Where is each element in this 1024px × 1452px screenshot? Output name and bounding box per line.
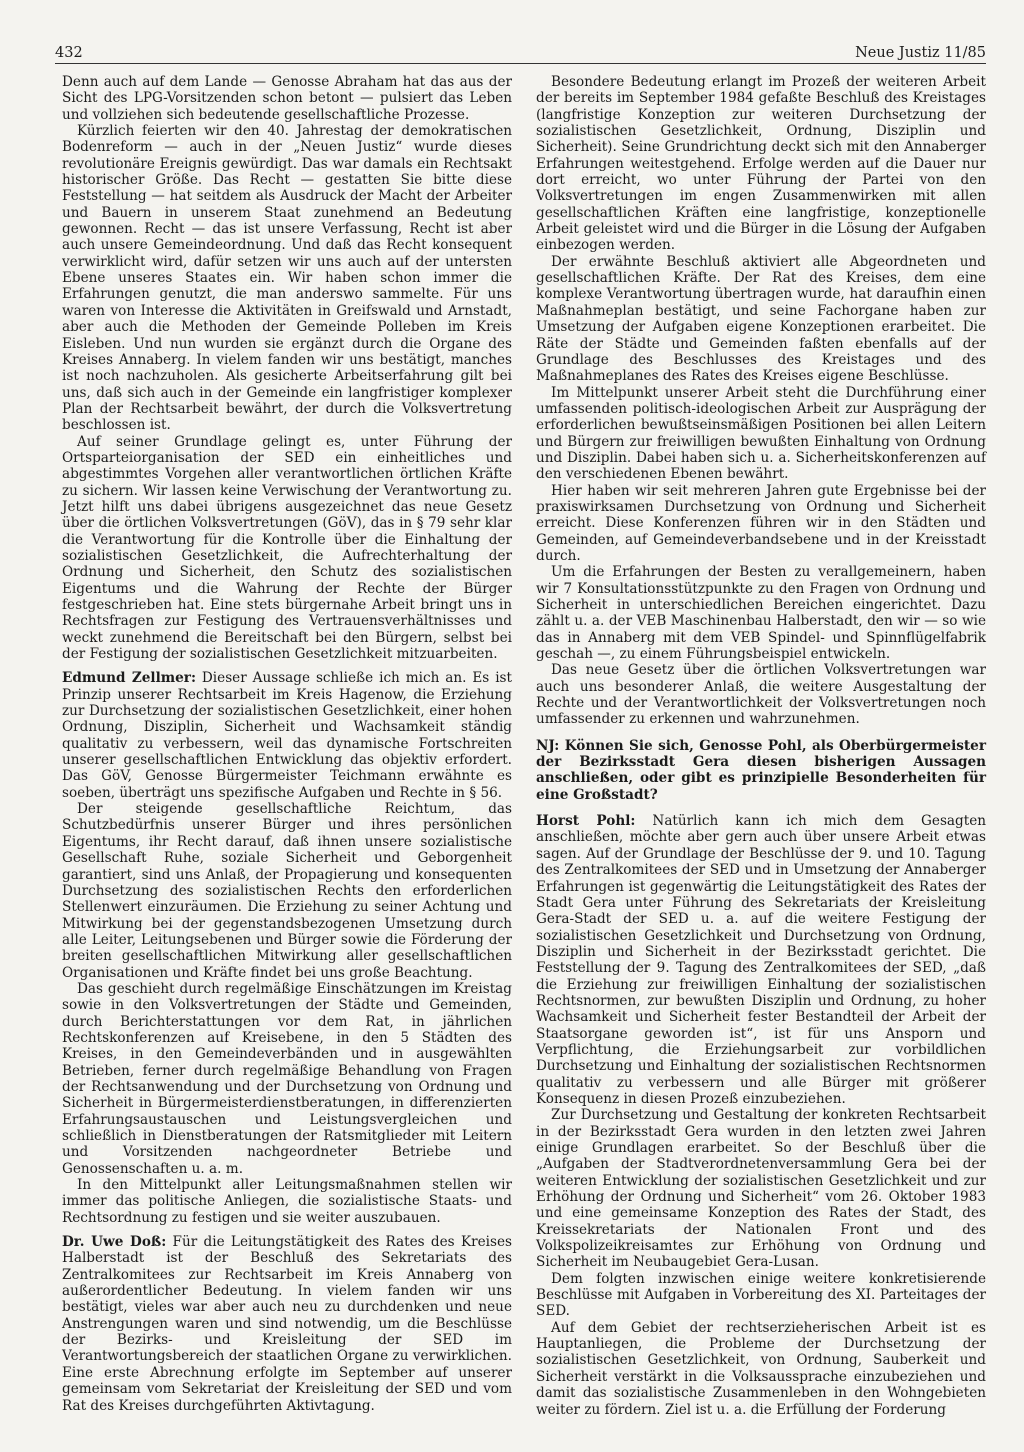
paragraph: Auf seiner Grundlage gelingt es, unter Führung der Ortsparteiorganisation der SED ein einheitliches und abgestimmtes Vorgehen aller verantwortlichen örtlichen Kräfte zu sichern. Wir lassen keine Verwischung der Verantwortung zu. Jetzt hilft uns dabei übrigens ausgezeichnet das neue Gesetz über die örtlichen Volksvertretungen (GöV), das in § 79 sehr klar die Verantwortung für die Kontrolle über die Einhaltung der sozialistischen Gesetzlichkeit, die Aufrechterhaltung der Ordnung und Sicherheit, den Schutz des sozialistischen Eigentums und die Wahrung der Rechte der Bürger festgeschrieben hat. Eine stets bürgernahe Arbeit bringt uns in Rechtsfragen zur Festigung des Vertrauensverhältnisses und weckt zunehmend die Bereitschaft bei den Bürgern, selbst bei der Festigung der sozialistischen Gesetzlichkeit mitzuarbeiten.	[62, 433, 512, 663]
paragraph: In den Mittelpunkt aller Leitungsmaßnahmen stellen wir immer das politische Anliegen, die sozialistische Staats- und Rechtsordnung zu festigen und sie weiter auszubauen.	[62, 1177, 512, 1226]
paragraph: Der erwähnte Beschluß aktiviert alle Abgeordneten und gesellschaftlichen Kräfte. Der Rat des Kreises, dem eine komplexe Verantwortung übertragen wurde, hat daraufhin einen Maßnahmeplan bestätigt, und seine Fachorgane haben zur Umsetzung der Aufgaben eigene Konzeptionen erarbeitet. Die Räte der Städte und Gemeinden faßten ebenfalls auf der Grundlage des Beschlusses des Kreistages und des Maßnahmeplanes des Rates des Kreises eigene Beschlüsse.	[536, 253, 986, 385]
speaker-paragraph	[62, 1234, 512, 1414]
interview-question: NJ: Können Sie sich, Genosse Pohl, als Oberbürgermeister der Bezirksstadt Gera diesen bisherigen Aussagen anschließen, oder gibt es prinzipielle Besonderheiten für eine Großstadt?	[536, 737, 986, 803]
paragraph: Das neue Gesetz über die örtlichen Volksvertretungen war auch uns besonderer Anlaß, die weitere Ausgestaltung der Rechte und der Verantwortlichkeit der Volksvertretungen noch umfassender zu erkennen und wahrzunehmen.	[536, 662, 986, 728]
paragraph: Denn auch auf dem Lande — Genosse Abraham hat das aus der Sicht des LPG-Vorsitzenden schon betont — pulsiert das Leben und vollziehen sich bedeutende gesellschaftliche Prozesse.	[62, 74, 512, 123]
paragraph: Der steigende gesellschaftliche Reichtum, das Schutzbedürfnis unserer Bürger und ihres persönlichen Eigentums, ihr Recht darauf, daß ihnen unsere sozialistische Gesellschaft Ruhe, soziale Sicherheit und Geborgenheit garantiert, sind uns Anlaß, der Propagierung und konsequenten Durchsetzung des sozialistischen Rechts den erforderlichen Stellenwert einzuräumen. Die Erziehung zu seiner Achtung und Mitwirkung bei der gegenstandsbezogenen Umsetzung durch alle Leiter, Leitungsebenen und Bürger sowie die Förderung der breiten gesellschaftlichen Mitwirkung aller gesellschaftlichen Organisationen und Kräfte findet bei uns große Beachtung.	[62, 801, 512, 981]
speaker-paragraph	[62, 670, 512, 801]
page-header	[55, 44, 986, 62]
speaker-text: Dieser Aussage schließe ich mich an. Es ist Prinzip unserer Rechtsarbeit im Kreis Hagenow, die Erziehung zur Durchsetzung der sozialistischen Gesetzlichkeit, einer hohen Ordnung, Disziplin, Sicherheit und Wachsamkeit ständig qualitativ zu verbessern, weil das dynamische Fortschreiten unserer gesellschaftlichen Entwicklung das objektiv erfordert. Das GöV, Genosse Bürgermeister Teichmann erwähnte es soeben, überträgt uns spezifische Aufgaben und Rechte in § 56.	[62, 670, 512, 801]
speaker-text: Natürlich kann ich mich dem Gesagten anschließen, möchte aber gern auch über unsere Arbeit etwas sagen. Auf der Grundlage der Beschlüsse der 9. und 10. Tagung des Zentralkomitees der SED und in Umsetzung der Annaberger Erfahrungen ist gegenwärtig die Leitungstätigkeit des Rates der Stadt Gera unter Führung des Sekretariats der Kreisleitung Gera-Stadt der SED u. a. auf die weitere Festigung der sozialistischen Gesetzlichkeit und Durchsetzung von Ordnung, Disziplin und Sicherheit in der Bezirksstadt gerichtet. Die Feststellung der 9. Tagung des Zentralkomitees der SED, „daß die Erziehung zur freiwilligen Einhaltung der sozialistischen Rechtsnormen, zur bewußten Disziplin und Ordnung, zu hoher Wachsamkeit und Sicherheit fester Bestandteil der Arbeit der Staatsorgane geworden ist“, ist für uns Ansporn und Verpflichtung, die Erziehungsarbeit zur vorbildlichen Durchsetzung und Einhaltung der sozialistischen Rechtsnormen qualitativ zu verbessern und alle Bürger mit größerer Konsequenz in diesen Prozeß einzubeziehen.	[536, 813, 986, 1107]
paragraph: Dem folgten inzwischen einige weitere konkretisierende Beschlüsse mit Aufgaben in Vorbereitung des XI. Parteitages der SED.	[536, 1270, 986, 1320]
paragraph: Um die Erfahrungen der Besten zu verallgemeinern, haben wir 7 Konsultationsstützpunkte zu den Fragen von Ordnung und Sicherheit in unterschiedlichen Bereichen eingerichtet. Dazu zählt u. a. der VEB Maschinenbau Halberstadt, den wir — so wie das in Annaberg mit dem VEB Spindel- und Spinnflügelfabrik geschah —, zu einem Führungsbeispiel entwickeln.	[536, 564, 986, 663]
speaker-paragraph	[536, 813, 986, 1107]
paragraph: Das geschieht durch regelmäßige Einschätzungen im Kreistag sowie in den Volksvertretungen der Städte und Gemeinden, durch Berichterstattungen vor dem Rat, in jährlichen Rechtskonferenzen auf Kreisebene, in den 5 Städten des Kreises, in den Gemeindeverbänden und in ausgewählten Betrieben, ferner durch regelmäßige Behandlung von Fragen der Rechtsanwendung und der Durchsetzung von Ordnung und Sicherheit in Bürgermeisterdienstberatungen, in differenzierten Erfahrungsaustauschen und Leistungsvergleichen und schließlich in Dienstberatungen der Ratsmitglieder mit Leitern und Vorsitzenden nachgeordneter Betriebe und Genossenschaften u. a. m.	[62, 980, 512, 1177]
header-rule	[55, 63, 986, 64]
paragraph: Kürzlich feierten wir den 40. Jahrestag der demokratischen Bodenreform — auch in der „Neuen Justiz“ wurde dieses revolutionäre Ereignis gewürdigt. Das war damals ein Rechtsakt historischer Größe. Das Recht — gestatten Sie bitte diese Feststellung — hat seitdem als Ausdruck der Macht der Arbeiter und Bauern in unserem Staat zunehmend an Bedeutung gewonnen. Recht — das ist unsere Verfassung, Recht ist aber auch unsere Gemeindeordnung. Und daß das Recht konsequent verwirklicht wird, dafür setzen wir uns auch auf der untersten Ebene unseres Staates ein. Wir haben schon immer die Erfahrungen genutzt, die man anderswo sammelte. Für uns waren von Interesse die Aktivitäten in Greifswald und Arnstadt, aber auch die Methoden der Gemeinde Polleben im Kreis Eisleben. Und nun wurden sie ergänzt durch die Organe des Kreises Annaberg. In vielem fanden wir uns bestätigt, manches ist noch nachzuholen. Als gesicherte Arbeitserfahrung gilt bei uns, daß sich auch in der Gemeinde ein langfristiger komplexer Plan der Rechtsarbeit bewährt, der durch die Volksvertretung beschlossen ist.	[62, 123, 512, 434]
speaker-name: Horst Pohl:	[536, 813, 636, 830]
paragraph: Zur Durchsetzung und Gestaltung der konkreten Rechtsarbeit in der Bezirksstadt Gera wurden in den letzten zwei Jahren einige Grundlagen erarbeitet. So der Beschluß über die „Aufgaben der Stadtverordnetenversammlung Gera bei der weiteren Entwicklung der sozialistischen Gesetzlichkeit und zur Erhöhung der Ordnung und Sicherheit“ vom 26. Oktober 1983 und eine gemeinsame Konzeption des Rates der Stadt, des Kreissekretariats der Nationalen Front und des Volkspolizeikreisamtes zur Erhöhung von Ordnung und Sicherheit im Neubaugebiet Gera-Lusan.	[536, 1107, 986, 1271]
speaker-name: Dr. Uwe Doß:	[62, 1234, 167, 1251]
left-column	[62, 74, 512, 1414]
paragraph: Auf dem Gebiet der rechtserzieherischen Arbeit ist es Hauptanliegen, die Probleme der Durchsetzung der sozialistischen Gesetzlichkeit, von Ordnung, Sauberkeit und Sicherheit verstärkt in die Volksaussprache einzubeziehen und damit das sozialistische Zusammenleben in den Wohngebieten weiter zu fördern. Ziel ist u. a. die Erfüllung der Forderung	[536, 1319, 986, 1418]
paragraph: Hier haben wir seit mehreren Jahren gute Ergebnisse bei der praxiswirksamen Durchsetzung von Ordnung und Sicherheit erreicht. Diese Konferenzen führen wir in den Städten und Gemeinden, auf Gemeindeverbandsebene und in der Kreisstadt durch.	[536, 482, 986, 564]
right-column	[536, 74, 986, 1418]
speaker-name: Edmund Zellmer:	[62, 670, 196, 687]
paragraph: Besondere Bedeutung erlangt im Prozeß der weiteren Arbeit der bereits im September 1984 gefaßte Beschluß des Kreistages (langfristige Konzeption zur weiteren Durchsetzung der sozialistischen Gesetzlichkeit, Ordnung, Disziplin und Sicherheit). Seine Grundrichtung deckt sich mit den Annaberger Erfahrungen weitestgehend. Erfolge werden auf die Dauer nur dort erreicht, wo unter Führung der Partei von den Volksvertretungen im engen Zusammenwirken mit allen gesellschaftlichen Kräften eine langfristige, konzeptionelle Arbeit geleistet wird und die Bürger in die Lösung der Aufgaben einbezogen werden.	[536, 74, 986, 254]
journal-issue: Neue Justiz 11/85	[855, 45, 986, 61]
speaker-text: Für die Leitungstätigkeit des Rates des Kreises Halberstadt ist der Beschluß des Sekretariats des Zentralkomitees zur Rechtsarbeit im Kreis Annaberg von außerordentlicher Bedeutung. In vielem fanden wir uns bestätigt, vieles war aber auch neu zu durchdenken und neue Anstrengungen waren und sind notwendig, um die Beschlüsse der Bezirks- und Kreisleitung der SED im Verantwortungsbereich der staatlichen Organe zu verwirklichen. Eine erste Abrechnung erfolgte im September auf unserer gemeinsam vom Sekretariat der Kreisleitung der SED und vom Rat des Kreises durchgeführten Aktivtagung.	[62, 1234, 512, 1414]
paragraph: Im Mittelpunkt unserer Arbeit steht die Durchführung einer umfassenden politisch-ideologischen Arbeit zur Ausprägung der erforderlichen bewußtseinsmäßigen Positionen bei allen Leitern und Bürgern zur freiwilligen bewußten Einhaltung von Ordnung und Disziplin. Dabei haben sich u. a. Sicherheitskonferenzen auf den verschiedenen Ebenen bewährt.	[536, 384, 986, 483]
page-number: 432	[55, 45, 83, 61]
